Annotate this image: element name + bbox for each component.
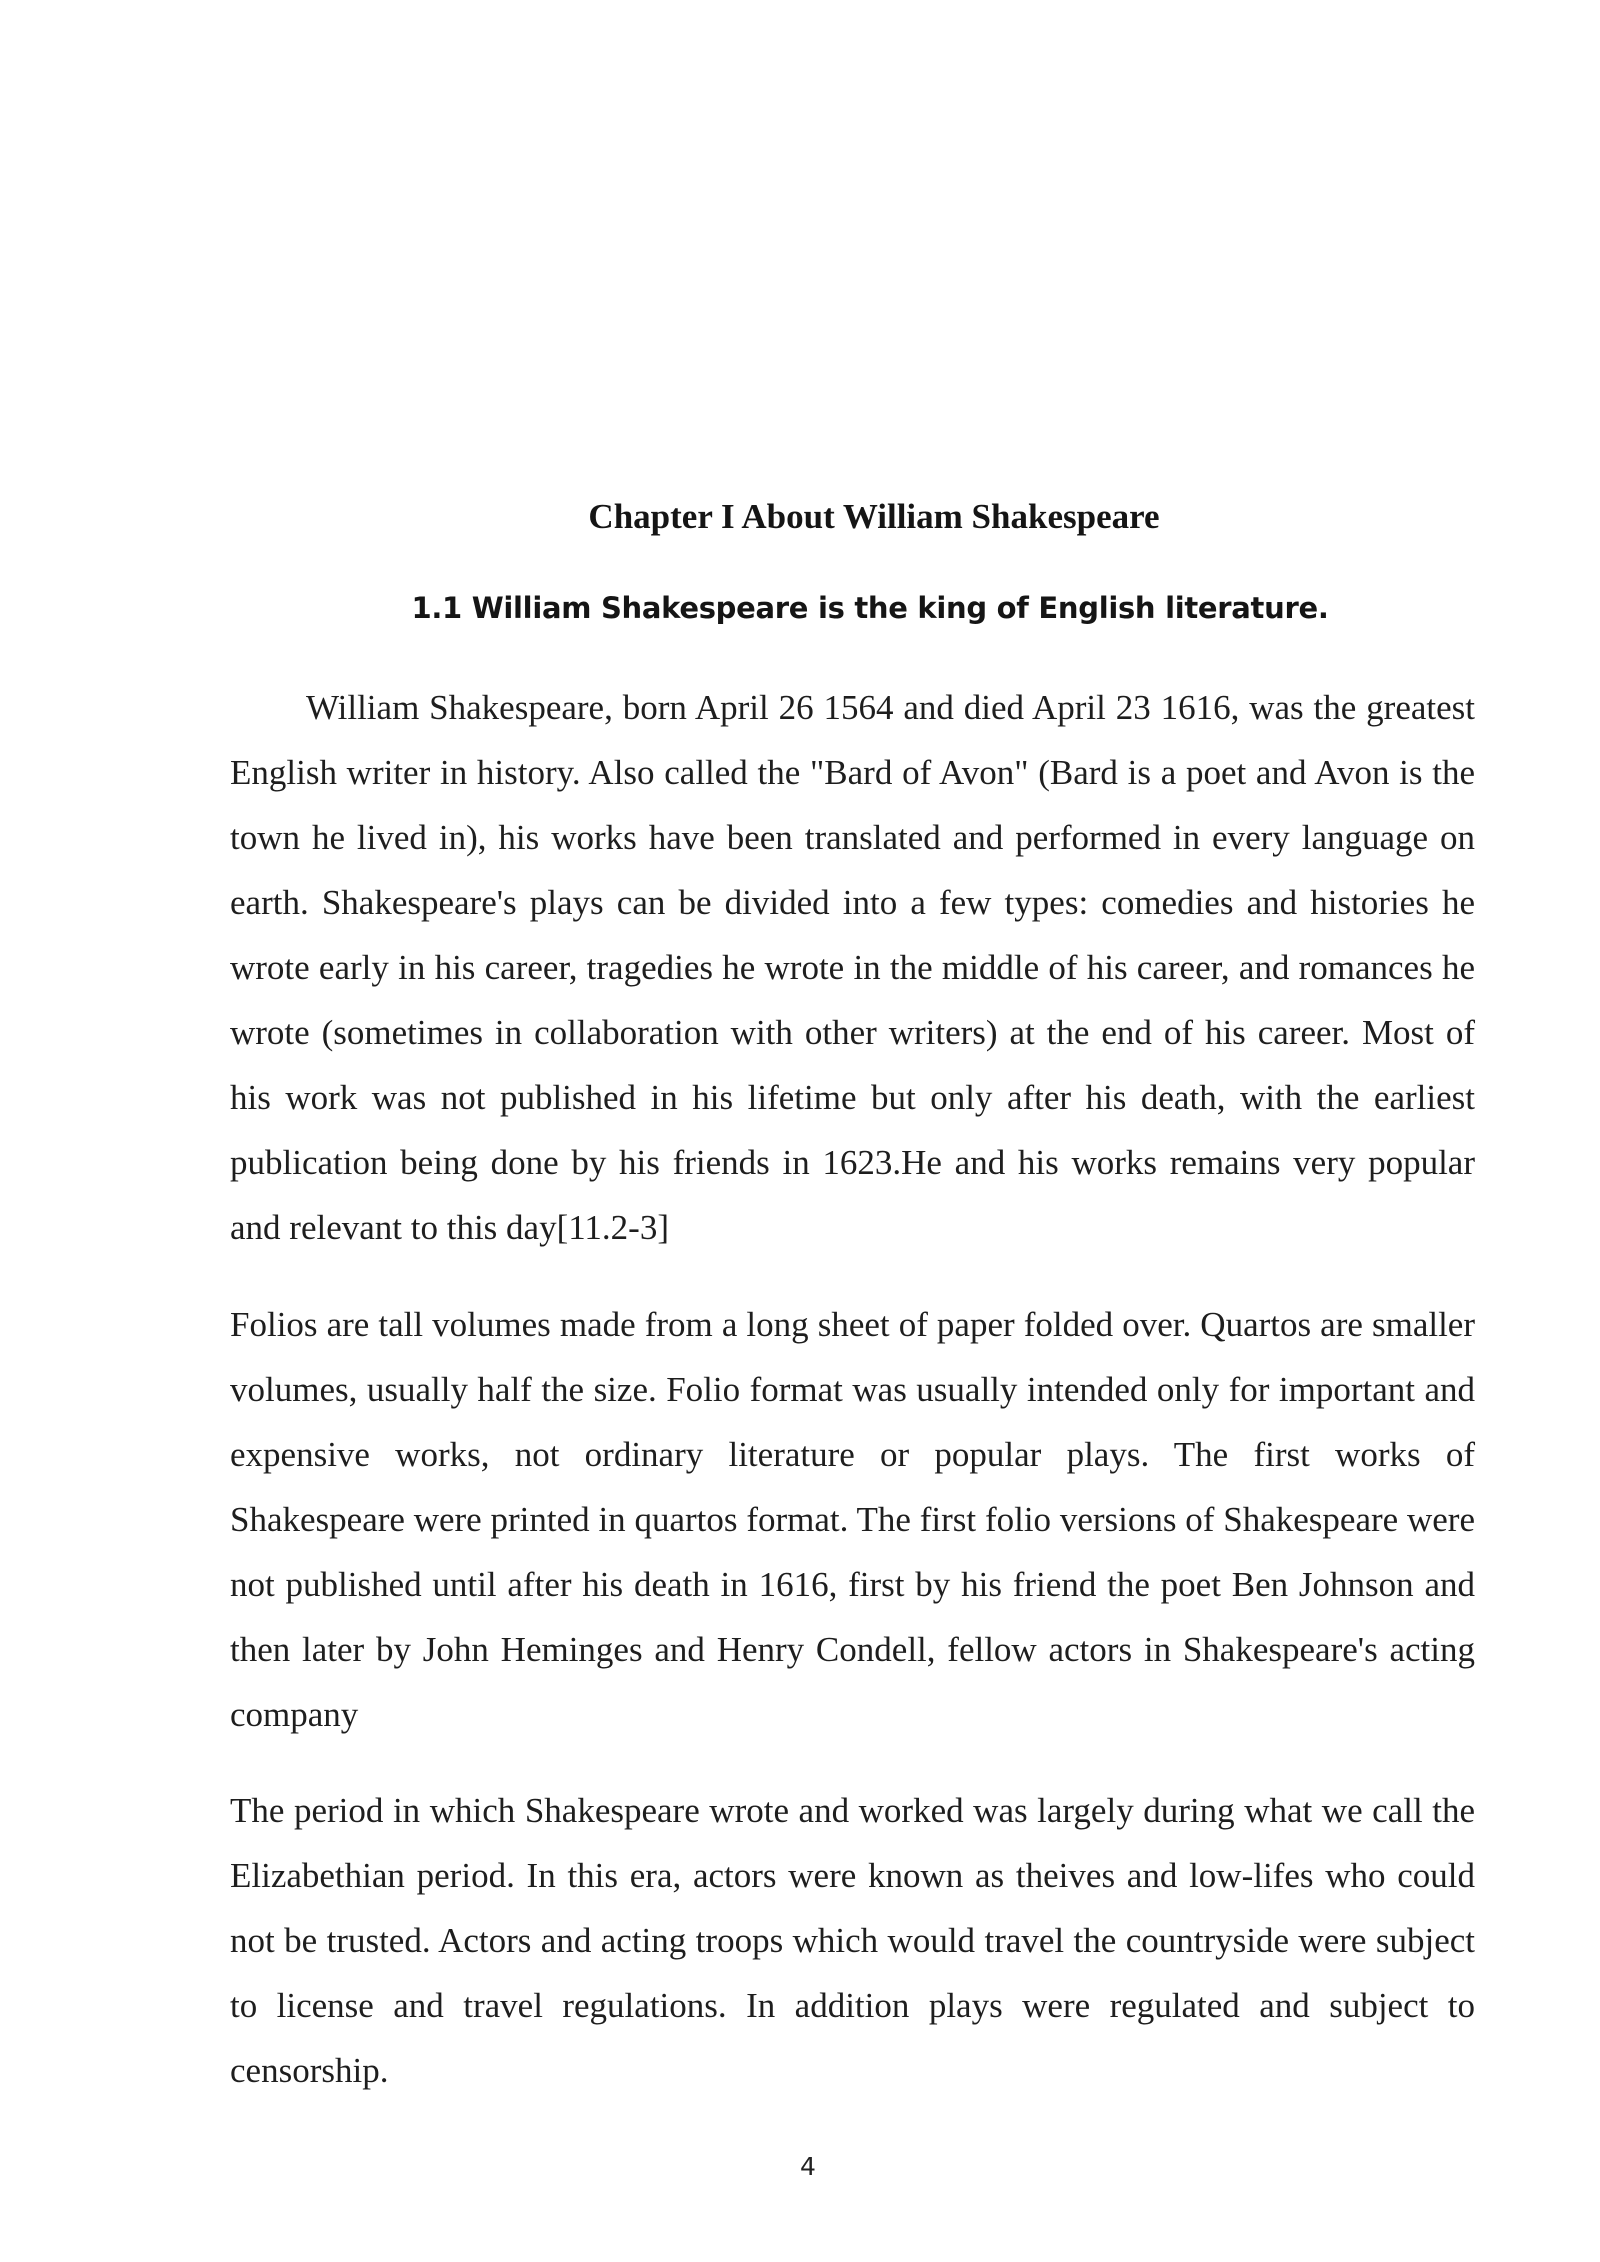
page-number: 4 — [800, 2152, 816, 2181]
chapter-title: Chapter I About William Shakespeare — [588, 497, 1160, 536]
paragraph-folios-quartos: Folios are tall volumes made from a long sheet of paper folded over. Quartos are smaller volumes, usually half the size. Folio format was usually intended only for important and expensive works, not ordinary literature or popular plays. The first works of Shakespeare were printed in quartos format. The first folio versions of Shakespeare were not published until after his death in 1616, first by his friend the poet Ben Johnson and then later by John Heminges and Henry Condell, fellow actors in Shakespeare's acting company — [230, 1305, 1475, 1734]
section-title: 1.1 William Shakespeare is the king of English literature. — [411, 591, 1329, 625]
paragraph-shakespeare-biography: William Shakespeare, born April 26 1564 and died April 23 1616, was the greatest English writer in history. Also called the "Bard of Avon" (Bard is a poet and Avon is the town he lived in), his works have been translated and performed in every language on earth. Shakespeare's plays can be divided into a few types: comedies and histories he wrote early in his career, tragedies he wrote in the middle of his career, and romances he wrote (sometimes in collaboration with other writers) at the end of his career. Most of his work was not published in his lifetime but only after his death, with the earliest publication being done by his friends in 1623.He and his works remains very popular and relevant to this day[11.2-3] — [230, 688, 1475, 1247]
paragraph-elizabethan-period: The period in which Shakespeare wrote and worked was largely during what we call the Elizabethian period. In this era, actors were known as theives and low-lifes who could not be trusted. Actors and acting troops which would travel the countryside were subject to license and travel regulations. In addition plays were regulated and subject to censorship. — [230, 1791, 1475, 2090]
